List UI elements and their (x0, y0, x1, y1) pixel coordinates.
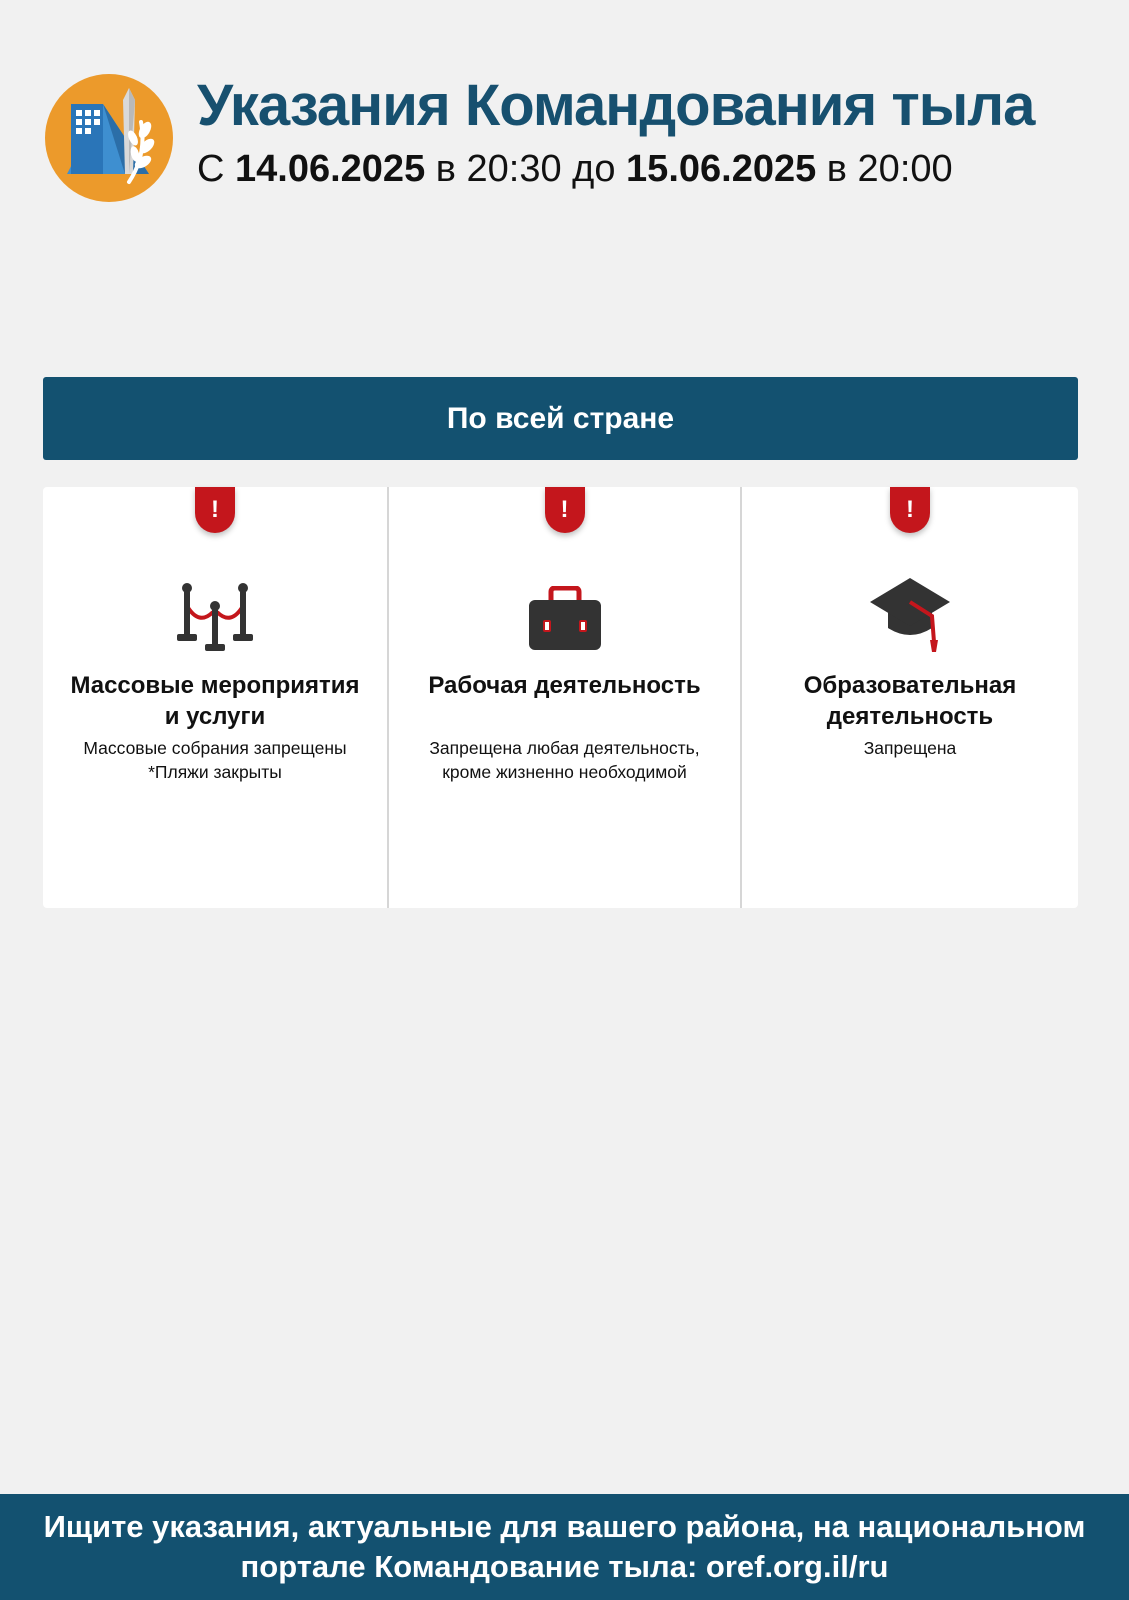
category-description: Запрещена любая деятельность, кроме жизненно необходимой (429, 738, 700, 782)
from-date: 14.06.2025 (235, 148, 426, 190)
to-date: 15.06.2025 (626, 148, 817, 190)
home-front-command-logo (45, 74, 173, 202)
time-prefix: в (435, 148, 456, 190)
category-description: Запрещена (863, 738, 957, 758)
graduation-cap-icon (870, 572, 950, 652)
alert-badge (545, 487, 585, 533)
briefcase-icon (529, 572, 601, 652)
category-cards (43, 487, 1078, 908)
page-title: Указания Командования тыла (197, 73, 1035, 138)
category-title: Образовательная деятельность (803, 672, 1017, 730)
time-prefix: в (826, 148, 847, 190)
alert-badge (890, 487, 930, 533)
region-header (43, 377, 1078, 460)
validity-period (197, 148, 953, 191)
category-description: Массовые собрания запрещены *Пляжи закрыты (83, 738, 347, 782)
to-time: 20:00 (857, 148, 953, 190)
category-title: Рабочая деятельность (428, 672, 701, 699)
region-label: По всей стране (446, 401, 675, 435)
stanchion-rope-icon (177, 572, 253, 652)
to-prefix: до (572, 148, 616, 190)
footer-text-line1: Ищите указания, актуальные для вашего района, на национальном (43, 1509, 1086, 1544)
alert-badge (195, 487, 235, 533)
category-title: Массовые мероприятия и услуги (70, 672, 360, 730)
exclamation-icon: ! (211, 496, 219, 523)
category-card-work (387, 487, 740, 908)
date-prefix: С (197, 148, 225, 190)
category-card-education (740, 487, 1078, 908)
from-time: 20:30 (466, 148, 562, 190)
footer-banner (0, 1494, 1129, 1600)
exclamation-icon: ! (906, 496, 914, 523)
exclamation-icon: ! (560, 496, 569, 523)
footer-portal-link[interactable]: портале Командование тыла: oref.org.il/ru (240, 1549, 889, 1584)
category-card-mass-events (43, 487, 387, 908)
